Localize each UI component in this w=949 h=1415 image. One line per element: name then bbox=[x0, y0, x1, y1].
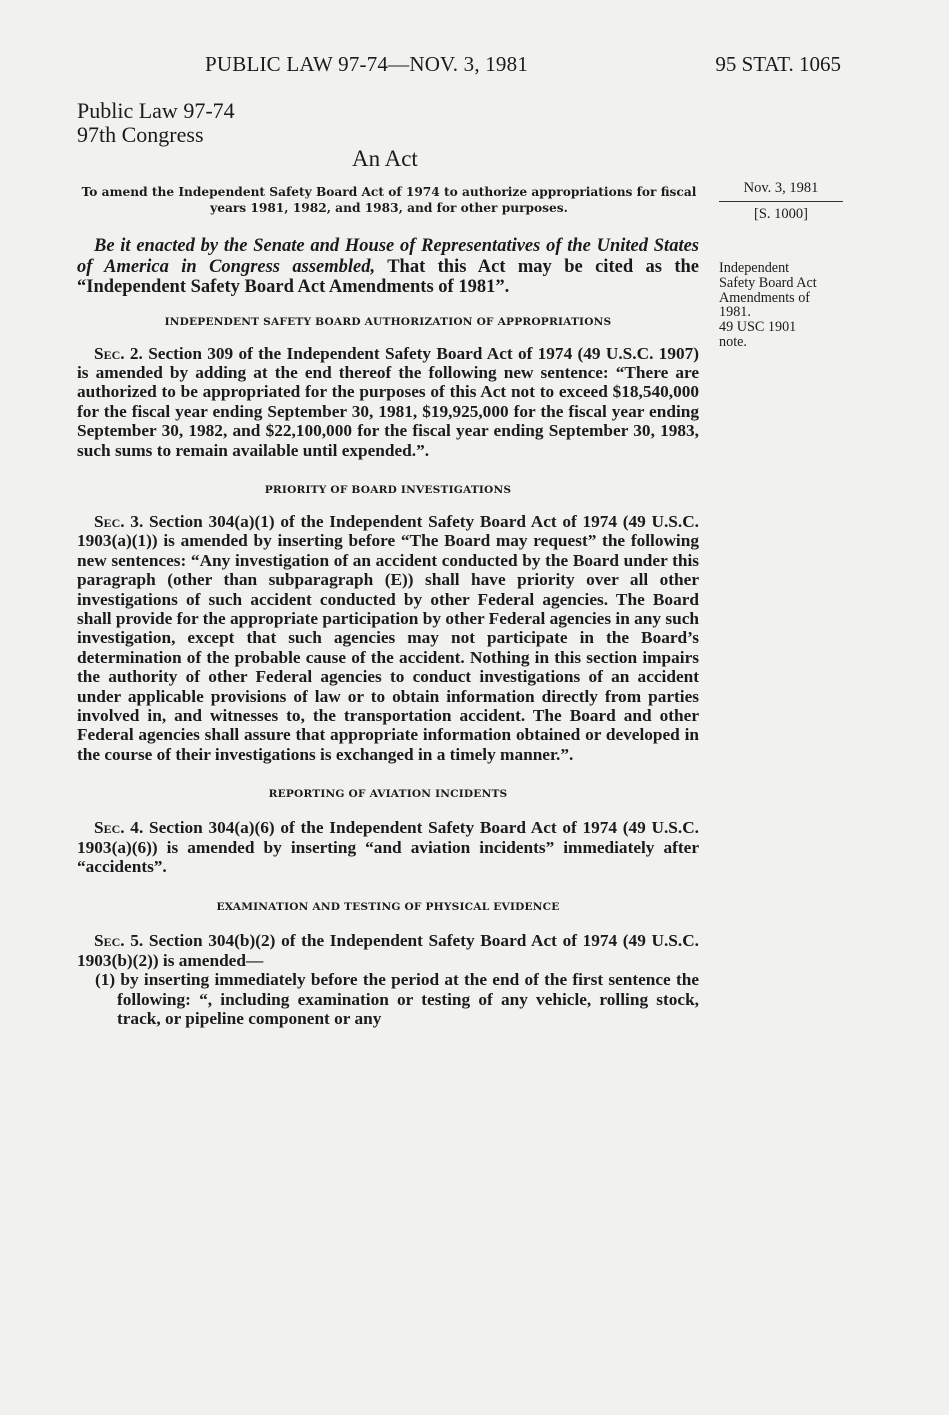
section-2-text: Section 309 of the Independent Safety Board Act of 1974 (49 U.S.C. 1907) is amended by adding at the end thereof the following new sentence: “There are authorized to be appropriated for the purposes of this Act not to exceed $18,540,000 for the fiscal year ending September 30, 1981, $19,925,000 for the fiscal year ending September 30, 1982, and $22,100,000 for the fiscal year ending September 30, 1983, such sums to remain available until expended.”. bbox=[77, 343, 700, 460]
margin-rule bbox=[719, 201, 843, 202]
act-purpose: To amend the Independent Safety Board Act of 1974 to authorize appropriations for fiscal years 1981, 1982, and 1983, and for other purposes. bbox=[81, 185, 697, 215]
congress-number: 97th Congress bbox=[77, 122, 204, 147]
margin-short-title-note bbox=[719, 261, 854, 350]
margin-note-line: Amendments of bbox=[719, 289, 811, 306]
section-5-item-1 bbox=[95, 970, 699, 1029]
heading-section-2: INDEPENDENT SAFETY BOARD AUTHORIZATION OF APPROPRIATIONS bbox=[164, 315, 612, 328]
margin-bill-number: [S. 1000] bbox=[754, 206, 808, 222]
heading-section-4: REPORTING OF AVIATION INCIDENTS bbox=[268, 788, 508, 801]
margin-note-line: Safety Board Act bbox=[719, 274, 817, 291]
section-4-label: Sec. 4. bbox=[94, 818, 144, 838]
section-2-label: Sec. 2. bbox=[94, 343, 143, 363]
section-5-paragraph bbox=[77, 931, 699, 970]
margin-note-line: 49 USC 1901 bbox=[719, 319, 797, 336]
section-3-paragraph bbox=[77, 512, 699, 764]
section-5-text: Section 304(b)(2) of the Independent Safety Board Act of 1974 (49 U.S.C. 1903(b)(2)) is amended— bbox=[77, 931, 699, 970]
margin-note-line: Independent bbox=[719, 260, 790, 276]
public-law-number: Public Law 97-74 bbox=[77, 98, 235, 123]
enacting-clause: Be it enacted by the Senate and House of Representatives of the United States of America in Congress assembled, bbox=[77, 236, 699, 277]
section-4-paragraph bbox=[77, 818, 699, 876]
statute-citation: 95 STAT. 1065 bbox=[715, 52, 841, 76]
section-3-text: Section 304(a)(1) of the Independent Safety Board Act of 1974 (49 U.S.C. 1903(a)(1)) is amended by inserting before “The Board may request” the following new sentences: “Any investigation of an accident conducted by the Board under this paragraph (other than subparagraph (E)) shall have priority over all other investigations of such accident conducted by other Federal agencies. The Board shall provide for the appropriate participation by other Federal agencies in any such investigation, except that such agencies may not participate in the Board’s determination of the probable cause of the accident. Nothing in this section impairs the authority of other Federal agencies to conduct investigations of an accident under applicable provisions of law or to obtain information directly from parties involved in, and witnesses to, the transportation accident. The Board and other Federal agencies shall assure that appropriate information obtained or developed in the course of their investigations is exchanged in a timely manner.”. bbox=[77, 511, 700, 764]
heading-section-5: EXAMINATION AND TESTING OF PHYSICAL EVIDENCE bbox=[216, 901, 560, 914]
section-3-label: Sec. 3. bbox=[94, 511, 144, 531]
heading-section-3: PRIORITY OF BOARD INVESTIGATIONS bbox=[264, 483, 512, 496]
margin-notes-top bbox=[719, 180, 849, 223]
section-5-label: Sec. 5. bbox=[94, 931, 144, 951]
section-5-item-1-text: (1) by inserting immediately before the period at the end of the first sentence the following: “, including examination or testing of any vehicle, rolling stock, track, or pipeline component or any bbox=[95, 970, 699, 1029]
margin-note-line: note. bbox=[719, 333, 747, 350]
section-1-paragraph bbox=[77, 236, 699, 298]
act-title: An Act bbox=[352, 146, 418, 171]
margin-date: Nov. 3, 1981 bbox=[743, 180, 819, 196]
margin-note-line: 1981. bbox=[719, 304, 751, 321]
running-head: PUBLIC LAW 97-74—NOV. 3, 1981 bbox=[205, 52, 529, 76]
section-2-paragraph bbox=[77, 344, 699, 460]
section-1-text: That this Act may be cited as the “Independent Safety Board Act Amendments of 1981”. bbox=[77, 256, 699, 297]
main-text bbox=[77, 236, 699, 1028]
section-4-text: Section 304(a)(6) of the Independent Safety Board Act of 1974 (49 U.S.C. 1903(a)(6)) is amended by inserting “and aviation incidents” immediately after “accidents”. bbox=[77, 818, 700, 877]
